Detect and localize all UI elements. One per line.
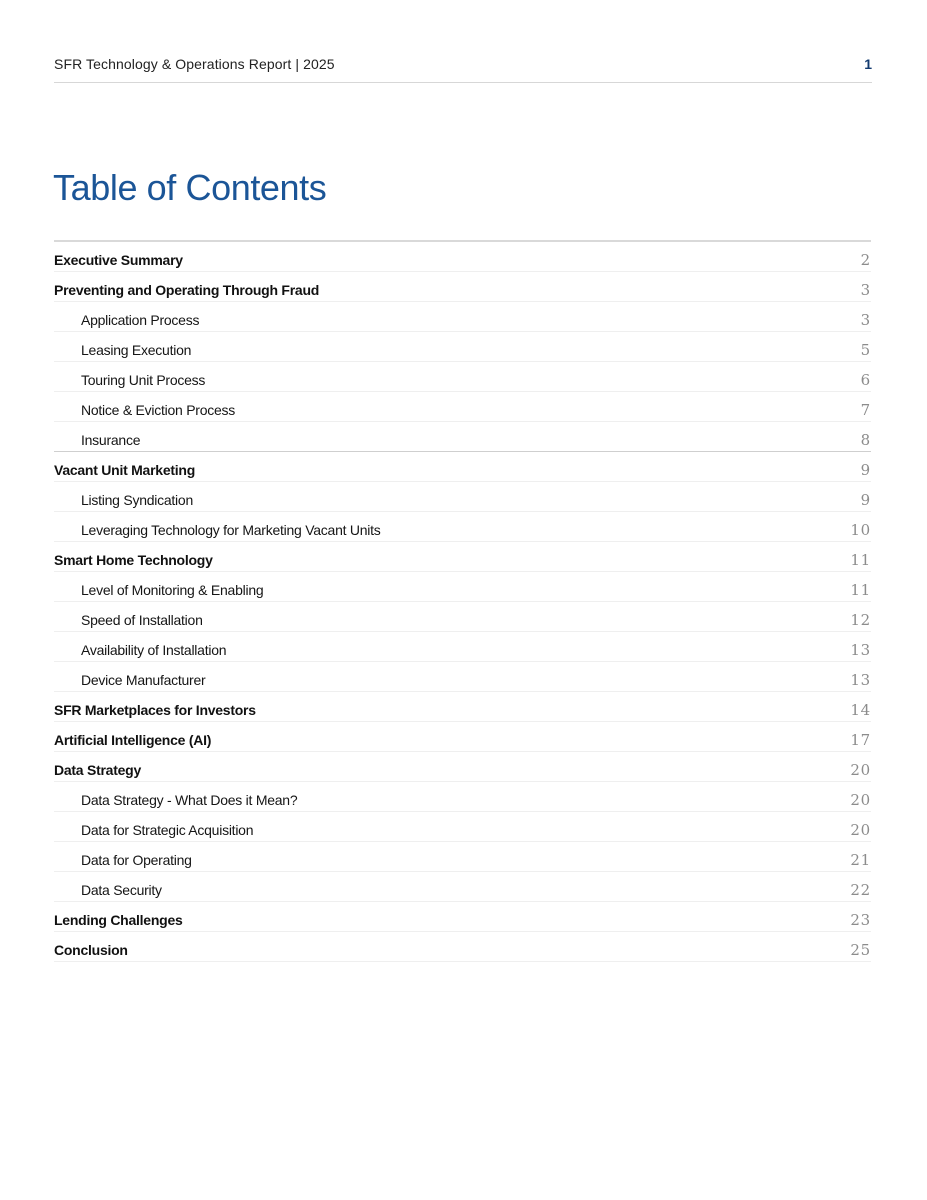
toc-entry-data-strategy-meaning[interactable] [54,782,871,812]
toc-entry-page-number: 3 [860,281,871,299]
toc-entry-page-number: 7 [860,401,871,419]
toc-entry-page-number: 11 [850,581,871,599]
toc-entry-label: Leveraging Technology for Marketing Vacant Units [81,522,381,538]
toc-entry-device-manufacturer[interactable] [54,662,871,692]
toc-entry-smart-home-technology[interactable] [54,542,871,572]
toc-entry-leveraging-technology[interactable] [54,512,871,542]
toc-entry-notice-eviction-process[interactable] [54,392,871,422]
toc-entry-label: Artificial Intelligence (AI) [54,732,212,748]
toc-entry-touring-unit-process[interactable] [54,362,871,392]
toc-entry-page-number: 5 [860,341,871,359]
toc-entry-label: Data for Operating [81,852,192,868]
toc-entry-data-security[interactable] [54,872,871,902]
toc-entry-label: Level of Monitoring & Enabling [81,582,264,598]
page-number: 1 [864,56,872,72]
toc-entry-page-number: 10 [850,521,871,539]
table-of-contents-list [54,240,871,962]
toc-entry-page-number: 12 [850,611,871,629]
toc-entry-artificial-intelligence[interactable] [54,722,871,752]
toc-entry-label: Availability of Installation [81,642,227,658]
toc-entry-page-number: 17 [850,731,871,749]
toc-entry-label: Smart Home Technology [54,552,213,568]
toc-entry-label: Data Strategy - What Does it Mean? [81,792,298,808]
toc-entry-label: SFR Marketplaces for Investors [54,702,256,718]
toc-entry-label: Listing Syndication [81,492,193,508]
toc-entry-strategic-acquisition[interactable] [54,812,871,842]
toc-entry-preventing-fraud[interactable] [54,272,871,302]
toc-entry-label: Data Strategy [54,762,142,778]
toc-entry-sfr-marketplaces[interactable] [54,692,871,722]
toc-entry-page-number: 23 [850,911,871,929]
toc-entry-page-number: 6 [860,371,871,389]
toc-entry-leasing-execution[interactable] [54,332,871,362]
toc-entry-page-number: 3 [860,311,871,329]
toc-entry-page-number: 21 [850,851,871,869]
toc-entry-label: Device Manufacturer [81,672,206,688]
toc-entry-page-number: 25 [850,941,871,959]
toc-entry-label: Touring Unit Process [81,372,206,388]
toc-entry-page-number: 11 [850,551,871,569]
toc-entry-page-number: 2 [860,251,871,269]
toc-entry-page-number: 8 [860,431,871,449]
toc-entry-page-number: 9 [860,491,871,509]
toc-entry-page-number: 13 [850,671,871,689]
toc-entry-label: Speed of Installation [81,612,203,628]
toc-entry-conclusion[interactable] [54,932,871,962]
toc-entry-page-number: 9 [860,461,871,479]
toc-entry-label: Insurance [81,432,141,448]
toc-entry-label: Preventing and Operating Through Fraud [54,282,320,298]
toc-entry-label: Lending Challenges [54,912,183,928]
toc-entry-label: Conclusion [54,942,128,958]
page-header [54,56,872,83]
toc-entry-vacant-unit-marketing[interactable] [54,452,871,482]
toc-entry-monitoring-enabling[interactable] [54,572,871,602]
toc-entry-page-number: 14 [850,701,871,719]
toc-entry-insurance[interactable] [54,422,871,452]
toc-entry-label: Application Process [81,312,200,328]
toc-entry-label: Data for Strategic Acquisition [81,822,254,838]
table-of-contents-title: Table of Contents [53,167,327,208]
toc-entry-listing-syndication[interactable] [54,482,871,512]
toc-entry-application-process[interactable] [54,302,871,332]
toc-entry-page-number: 20 [850,791,871,809]
toc-entry-label: Vacant Unit Marketing [54,462,196,478]
toc-entry-label: Data Security [81,882,162,898]
toc-entry-page-number: 22 [850,881,871,899]
toc-entry-data-strategy[interactable] [54,752,871,782]
toc-entry-label: Leasing Execution [81,342,192,358]
report-title: SFR Technology & Operations Report | 2025 [54,56,335,72]
toc-entry-page-number: 13 [850,641,871,659]
toc-entry-data-for-operating[interactable] [54,842,871,872]
toc-entry-executive-summary[interactable] [54,242,871,272]
toc-entry-page-number: 20 [850,821,871,839]
toc-entry-page-number: 20 [850,761,871,779]
toc-entry-label: Executive Summary [54,252,183,268]
toc-entry-speed-of-installation[interactable] [54,602,871,632]
toc-entry-availability-of-installation[interactable] [54,632,871,662]
toc-entry-lending-challenges[interactable] [54,902,871,932]
toc-entry-label: Notice & Eviction Process [81,402,236,418]
